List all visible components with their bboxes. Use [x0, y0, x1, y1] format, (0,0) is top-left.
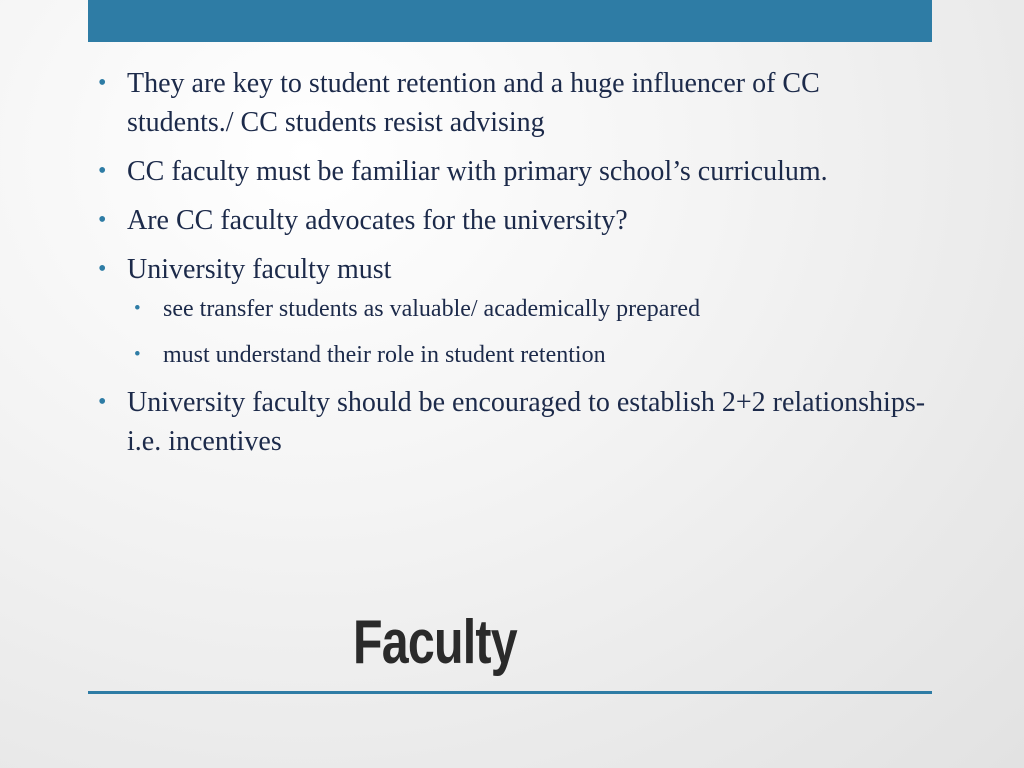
bullet-marker-icon: •: [98, 256, 107, 282]
sub-bullet-marker-icon: •: [134, 344, 141, 365]
bullet-marker-icon: •: [98, 207, 107, 233]
bullet-marker-icon: •: [98, 70, 107, 96]
bullet-item: [96, 152, 926, 191]
sub-bullet-marker-icon: •: [134, 298, 141, 319]
sub-bullet-list: [127, 291, 926, 373]
bullet-item: [96, 64, 926, 142]
bullet-text: Are CC faculty advocates for the university?: [127, 205, 628, 236]
bullet-marker-icon: •: [98, 158, 107, 184]
bullet-text: CC faculty must be familiar with primary school’s curriculum.: [127, 156, 828, 187]
slide-title: Faculty: [353, 608, 517, 677]
sub-bullet-item: [127, 291, 926, 327]
bullet-item: [96, 201, 926, 240]
bullet-list: [96, 64, 926, 471]
top-accent-bar: [88, 0, 932, 42]
bullet-text: They are key to student retention and a huge influencer of CC students./ CC students resist advising: [127, 68, 820, 138]
sub-bullet-text: must understand their role in student retention: [163, 342, 606, 368]
sub-bullet-item: [127, 337, 926, 373]
title-underline: [88, 691, 932, 694]
bullet-marker-icon: •: [98, 389, 107, 415]
bullet-item: [96, 383, 926, 461]
bullet-text: University faculty must: [127, 254, 392, 285]
bullet-item: [96, 250, 926, 373]
sub-bullet-text: see transfer students as valuable/ academically prepared: [163, 296, 701, 322]
bullet-text: University faculty should be encouraged to establish 2+2 relationships- i.e. incentives: [127, 387, 926, 457]
